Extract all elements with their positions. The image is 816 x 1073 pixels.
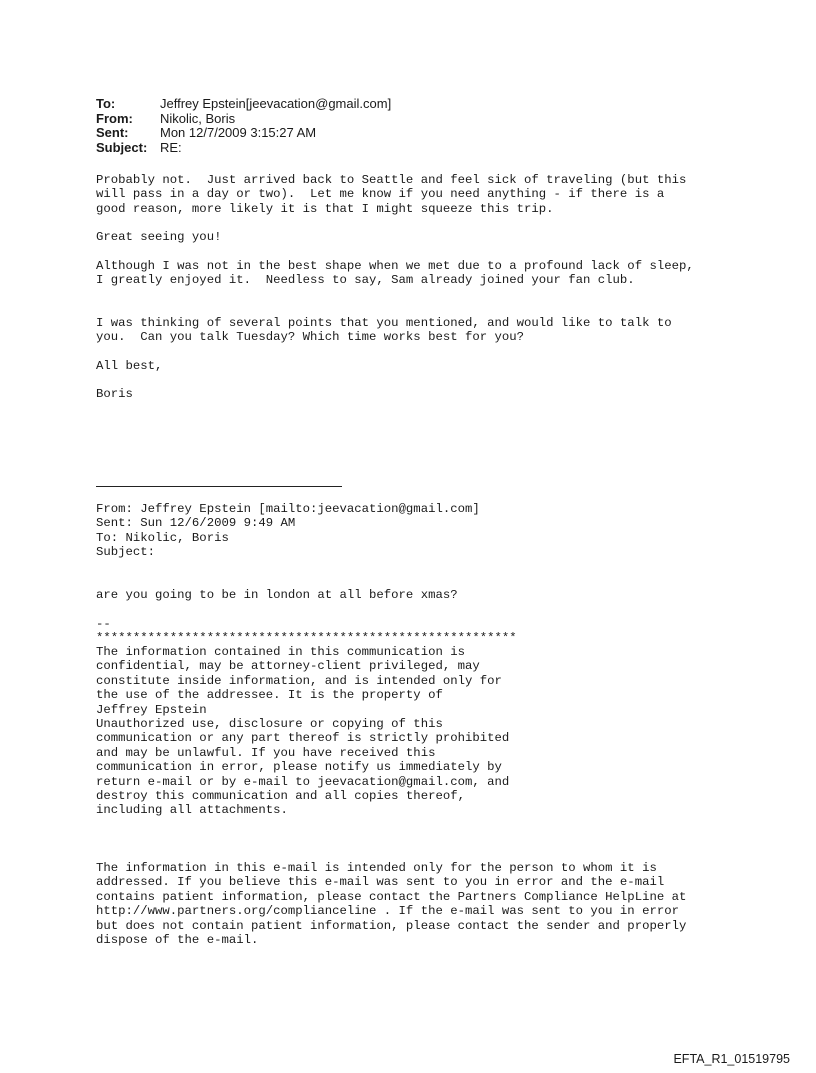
original-message-headers: From: Jeffrey Epstein [mailto:jeevacation@gmail.com] Sent: Sun 12/6/2009 9:49 AM To: Nikolic, Boris Subject: [96, 502, 480, 560]
confidentiality-disclaimer: The information contained in this communication is confidential, may be attorney-client privileged, may constitute inside information, and is intended only for the use of the addressee. It is the property of Jeffrey Epstein Unauthorized use, disclosure or copying of this communication or any part thereof is strictly prohibited and may be unlawful. If you have received this communication in error, please notify us immediately by return e-mail or by e-mail to jeevacation@gmail.com, and destroy this communication and all copies thereof, including all attachments. [96, 645, 510, 818]
reply-signoff: All best, [96, 359, 163, 373]
signature-separator: -- [96, 617, 111, 631]
to-row [96, 97, 391, 112]
original-message-body: are you going to be in london at all before xmas? [96, 588, 458, 602]
from-value: Nikolic, Boris [160, 110, 236, 126]
reply-paragraph-1: Probably not. Just arrived back to Seattle and feel sick of traveling (but this will pass in a day or two). Let me know if you need anything - if there is a good reason, more likely it is that I might squeeze this trip. [96, 173, 687, 216]
email-header [96, 97, 391, 155]
to-label: To: [96, 96, 116, 111]
to-value: Jeffrey Epstein[jeevacation@gmail.com] [160, 96, 392, 111]
disclaimer-stars: ********************************************************* [96, 631, 517, 645]
bates-number: EFTA_R1_01519795 [673, 1052, 790, 1066]
reply-paragraph-2: Great seeing you! [96, 230, 222, 244]
from-label: From: [96, 110, 133, 126]
sent-value: Mon 12/7/2009 3:15:27 AM [160, 125, 317, 140]
reply-paragraph-4: I was thinking of several points that you mentioned, and would like to talk to you. Can you talk Tuesday? Which time works best for you? [96, 316, 672, 345]
subject-label: Subject: [96, 139, 148, 155]
sent-row [96, 126, 391, 141]
reply-signature: Boris [96, 387, 133, 401]
from-row [96, 112, 391, 127]
subject-value: RE: [160, 139, 182, 155]
quoted-message-divider [96, 486, 342, 487]
sent-label: Sent: [96, 125, 129, 140]
reply-paragraph-3: Although I was not in the best shape when we met due to a profound lack of sleep, I greatly enjoyed it. Needless to say, Sam already joined your fan club. [96, 259, 694, 288]
partners-compliance-notice: The information in this e-mail is intended only for the person to whom it is addressed. If you believe this e-mail was sent to you in error and the e-mail contains patient information, please contact the Partners Compliance HelpLine at http://www.partners.org/complianceline . If the e-mail was sent to you in error but does not contain patient information, please contact the sender and properly dispose of the e-mail. [96, 861, 687, 948]
subject-row [96, 141, 391, 156]
